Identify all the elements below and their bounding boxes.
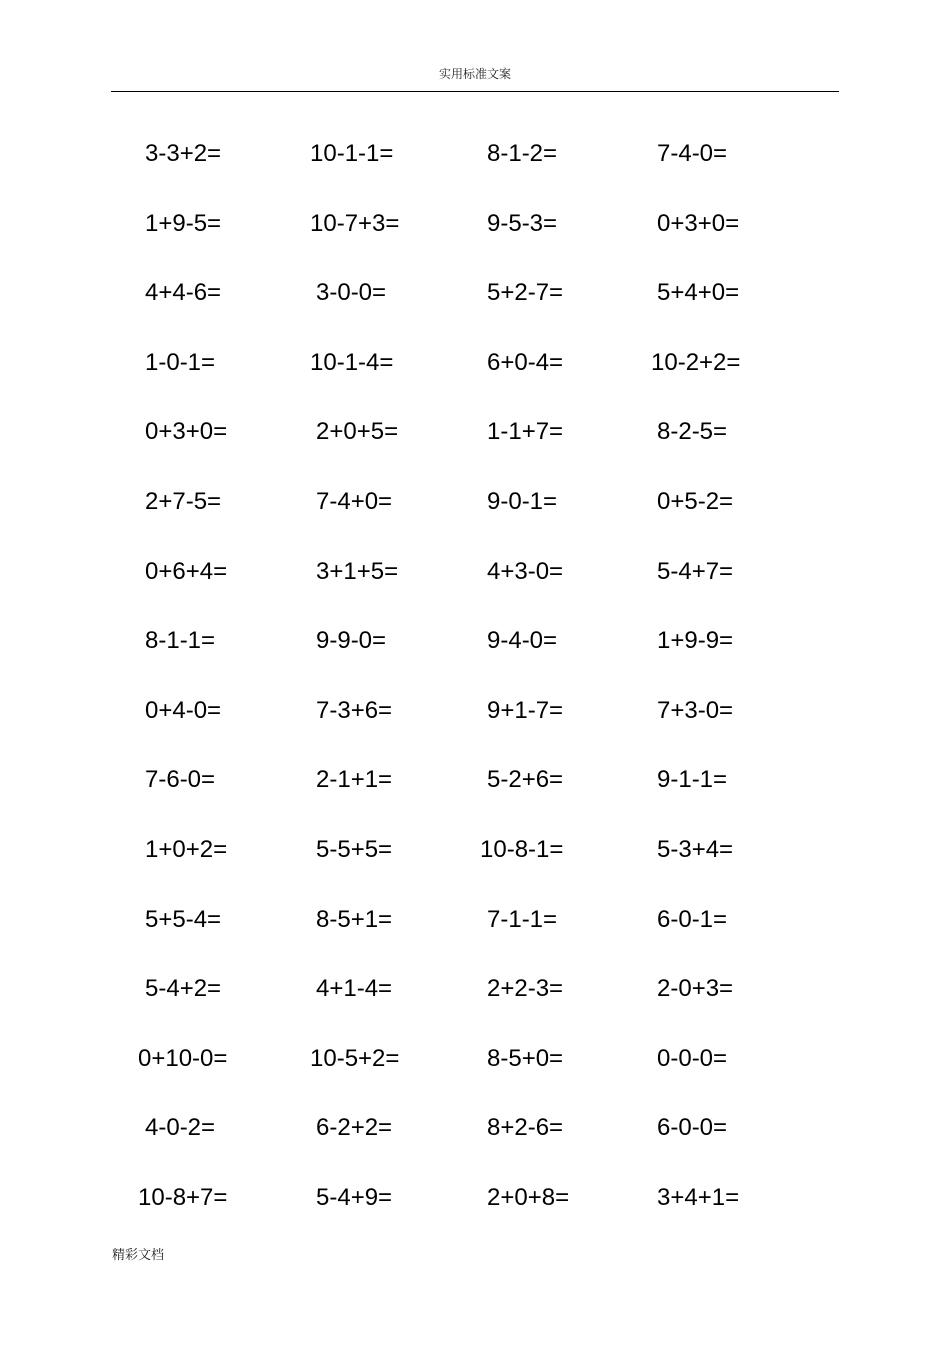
math-problem: 8-1-1= [145, 627, 216, 654]
math-problem: 6-0-0= [657, 1114, 728, 1141]
math-problem: 9-9-0= [316, 627, 387, 654]
math-problem: 5-5+5= [316, 836, 393, 863]
math-problem: 2+7-5= [145, 488, 222, 515]
math-problem: 9-4-0= [487, 627, 558, 654]
math-problem: 5-4+2= [145, 975, 222, 1002]
math-problem: 9+1-7= [487, 697, 564, 724]
math-problem: 1+9-5= [145, 210, 222, 237]
math-problem: 3-0-0= [316, 279, 387, 306]
page-header-title: 实用标准文案 [438, 67, 511, 81]
math-problem: 5+4+0= [657, 279, 740, 306]
math-problem: 8-1-2= [487, 140, 558, 167]
math-problem: 7-6-0= [145, 766, 216, 793]
math-problem: 5+2-7= [487, 279, 564, 306]
math-problem: 0+6+4= [145, 558, 228, 585]
math-problem: 0+10-0= [138, 1045, 228, 1072]
math-problem: 5-3+4= [657, 836, 734, 863]
math-problem: 7-1-1= [487, 906, 558, 933]
page-footer-text: 精彩文档 [112, 1248, 165, 1263]
math-problem: 2+2-3= [487, 975, 564, 1002]
math-problem: 1-1+7= [487, 418, 564, 445]
math-problem: 4+4-6= [145, 279, 222, 306]
math-problem: 7-3+6= [316, 697, 393, 724]
math-problem: 10-8-1= [480, 836, 564, 863]
math-problem: 0+4-0= [145, 697, 222, 724]
math-problem: 1+9-9= [657, 627, 734, 654]
math-problem: 10-1-1= [310, 140, 394, 167]
math-problem: 2+0+8= [487, 1184, 570, 1211]
math-problem: 0-0-0= [657, 1045, 728, 1072]
math-problem: 0+5-2= [657, 488, 734, 515]
math-problem: 8+2-6= [487, 1114, 564, 1141]
math-problem: 4+3-0= [487, 558, 564, 585]
math-problem: 5-2+6= [487, 766, 564, 793]
math-problem: 2-0+3= [657, 975, 734, 1002]
math-problem: 1+0+2= [145, 836, 228, 863]
math-problem: 7+3-0= [657, 697, 734, 724]
math-problem: 10-7+3= [310, 210, 400, 237]
math-problem: 5+5-4= [145, 906, 222, 933]
math-problem: 7-4+0= [316, 488, 393, 515]
math-problem: 9-0-1= [487, 488, 558, 515]
math-problem: 2-1+1= [316, 766, 393, 793]
math-problem: 6+0-4= [487, 349, 564, 376]
math-problem: 10-2+2= [651, 349, 741, 376]
math-problem: 0+3+0= [145, 418, 228, 445]
math-problem: 3+4+1= [657, 1184, 740, 1211]
math-problem: 2+0+5= [316, 418, 399, 445]
math-problem: 9-5-3= [487, 210, 558, 237]
math-problem: 10-5+2= [310, 1045, 400, 1072]
math-problem: 3+1+5= [316, 558, 399, 585]
math-problem: 4-0-2= [145, 1114, 216, 1141]
math-problem: 1-0-1= [145, 349, 216, 376]
math-problem: 4+1-4= [316, 975, 393, 1002]
math-problem: 6-2+2= [316, 1114, 393, 1141]
math-problem: 8-5+0= [487, 1045, 564, 1072]
math-problem: 9-1-1= [657, 766, 728, 793]
math-problem: 8-5+1= [316, 906, 393, 933]
math-problem: 10-8+7= [138, 1184, 228, 1211]
math-problem: 8-2-5= [657, 418, 728, 445]
math-problem: 10-1-4= [310, 349, 394, 376]
math-problem: 6-0-1= [657, 906, 728, 933]
math-problem: 5-4+9= [316, 1184, 393, 1211]
math-problem: 3-3+2= [145, 140, 222, 167]
math-problem: 5-4+7= [657, 558, 734, 585]
math-problem: 0+3+0= [657, 210, 740, 237]
math-problem: 7-4-0= [657, 140, 728, 167]
